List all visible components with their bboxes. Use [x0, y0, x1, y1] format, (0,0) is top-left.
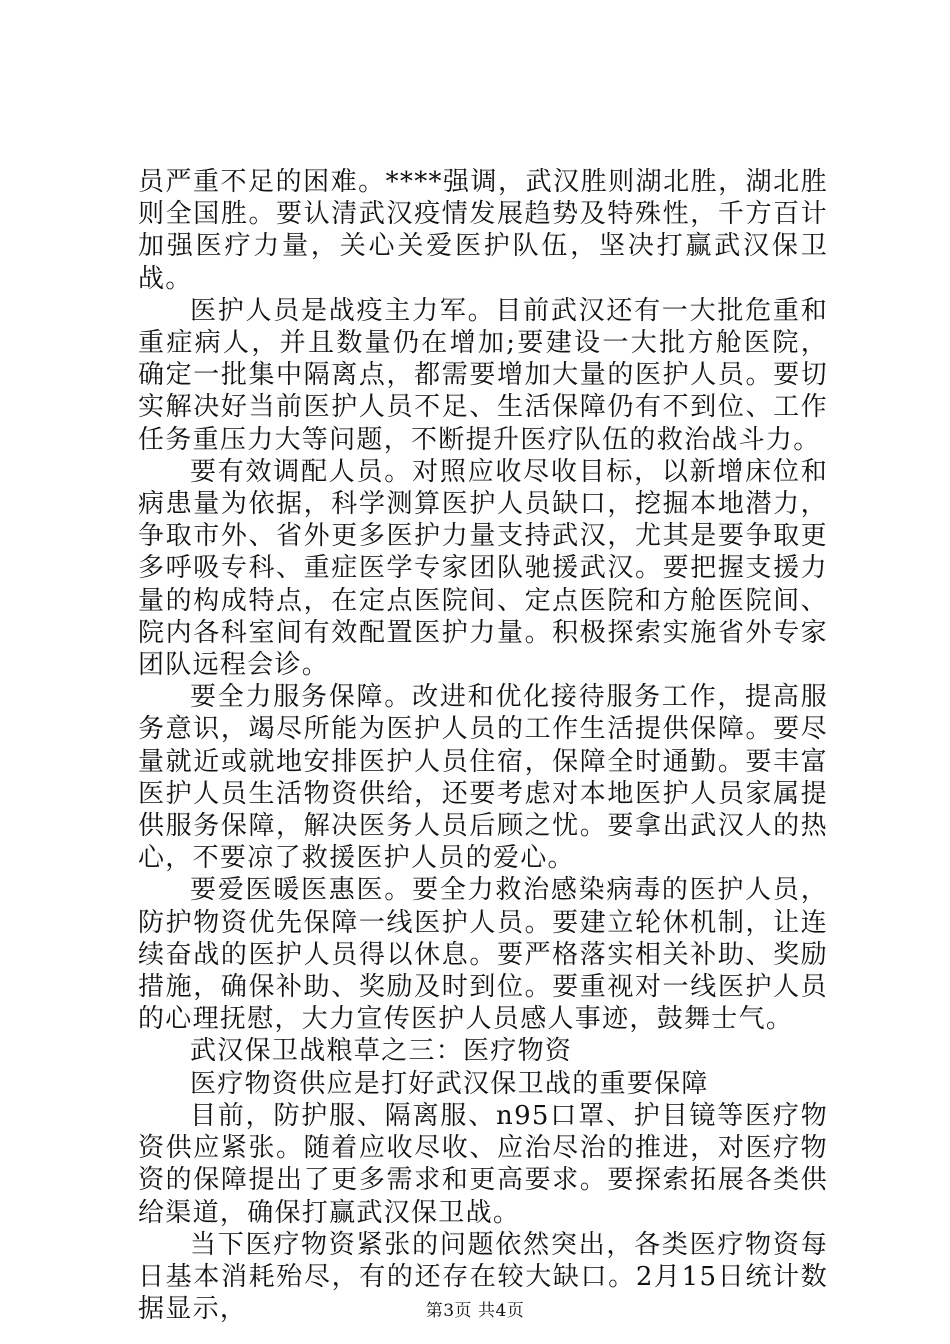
paragraph-service-support: 要全力服务保障。改进和优化接待服务工作，提高服务意识，竭尽所能为医护人员的工作生活提供保障。要尽量就近或就地安排医护人员住宿，保障全时通勤。要丰富医护人员生活物资供给，还要考虑对本地医护人员家属提供服务保障，解决医务人员后顾之忧。要拿出武汉人的热心，不要凉了救援医护人员的爱心。 — [138, 682, 828, 874]
paragraph-care-for-medics: 要爱医暖医惠医。要全力救治感染病毒的医护人员，防护物资优先保障一线医护人员。要建立轮休机制，让连续奋战的医护人员得以休息。要严格落实相关补助、奖励措施，确保补助、奖励及时到位。要重视对一线医护人员的心理抚慰，大力宣传医护人员感人事迹，鼓舞士气。 — [138, 875, 828, 1035]
paragraph-allocate-staff: 要有效调配人员。对照应收尽收目标，以新增床位和病患量为依据，科学测算医护人员缺口，挖掘本地潜力，争取市外、省外更多医护力量支持武汉，尤其是要争取更多呼吸专科、重症医学专家团队驰援武汉。要把握支援力量的构成特点，在定点医院间、定点医院和方舱医院间、院内各科室间有效配置医护力量。积极探索实施省外专家团队远程会诊。 — [138, 456, 828, 681]
document-body — [138, 166, 828, 1325]
paragraph-medical-staff: 医护人员是战疫主力军。目前武汉还有一大批危重和重症病人，并且数量仍在增加;要建设一大批方舱医院，确定一批集中隔离点，都需要增加大量的医护人员。要切实解决好当前医护人员不足、生活保障仍有不到位、工作任务重压力大等问题，不断提升医疗队伍的救治战斗力。 — [138, 295, 828, 455]
paragraph-supplies-shortage: 目前，防护服、隔离服、n95口罩、护目镜等医疗物资供应紧张。随着应收尽收、应治尽治的推进，对医疗物资的保障提出了更多需求和更高要求。要探索拓展各类供给渠道，确保打赢武汉保卫战。 — [138, 1100, 828, 1228]
section-heading: 武汉保卫战粮草之三：医疗物资 — [190, 1036, 573, 1067]
paragraph-supplies-status: 当下医疗物资紧张的问题依然突出，各类医疗物资每日基本消耗殆尽，有的还存在较大缺口。2月15日统计数据显示， — [138, 1229, 828, 1325]
page-footer: 第3页 共4页 — [425, 1301, 525, 1321]
paragraph-continuation: 员严重不足的困难。****强调，武汉胜则湖北胜，湖北胜则全国胜。要认清武汉疫情发展趋势及特殊性，千方百计加强医疗力量，关心关爱医护队伍，坚决打赢武汉保卫战。 — [138, 167, 828, 294]
section-subheading: 医疗物资供应是打好武汉保卫战的重要保障 — [190, 1068, 709, 1099]
